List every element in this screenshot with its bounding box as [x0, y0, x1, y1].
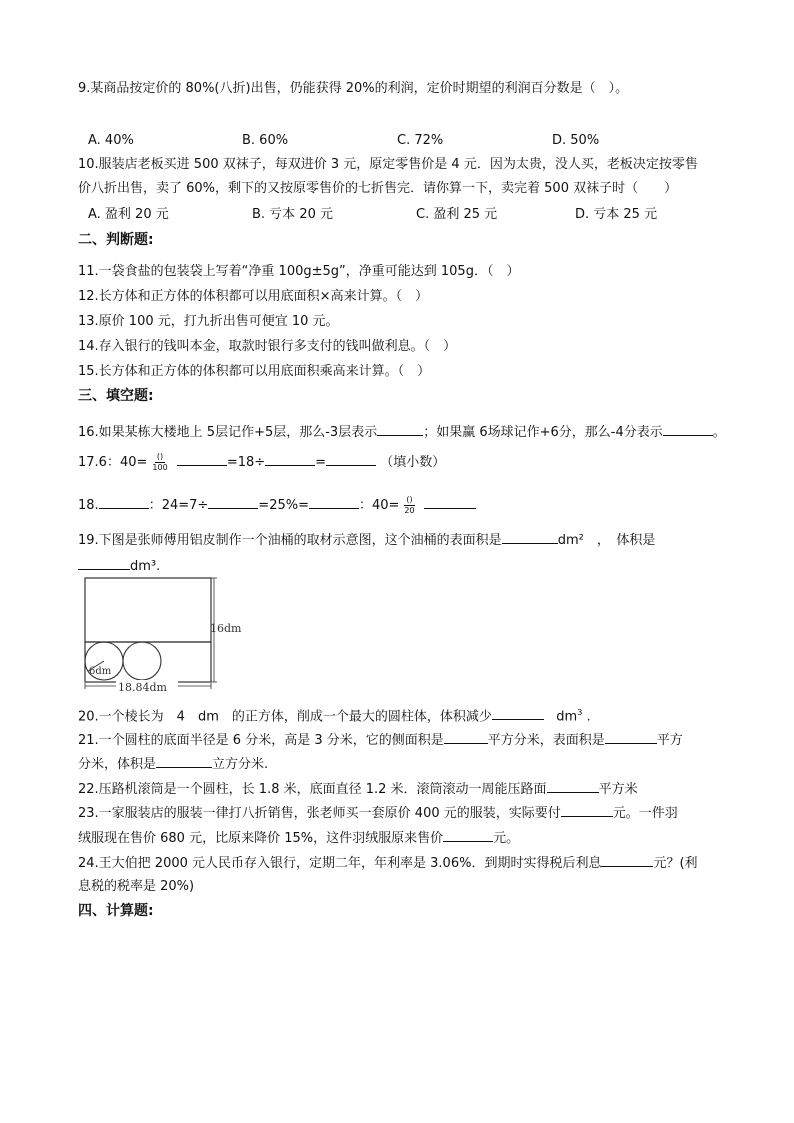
question-21-cont: 分米，体积是 立方分米.: [78, 754, 268, 774]
answer-blank[interactable]: [377, 422, 423, 436]
q9-option-d: D. 50%: [552, 133, 600, 148]
answer-blank[interactable]: [561, 803, 613, 817]
oil-drum-figure: [78, 574, 258, 696]
question-16: 16.如果某栋大楼地上 5层记作+5层，那么-3层表示 ；如果赢 6场球记作+6分，那么-4分表示 。: [78, 422, 726, 442]
q10-option-b: B. 亏本 20 元: [252, 207, 333, 222]
answer-blank[interactable]: [309, 495, 359, 509]
base-circle-right: [123, 642, 161, 680]
q9-option-a: A. 40%: [88, 133, 134, 148]
fraction: $\frac{()}{100}$: [152, 452, 168, 472]
answer-blank[interactable]: [156, 754, 212, 768]
answer-blank[interactable]: [99, 495, 149, 509]
answer-blank[interactable]: [424, 495, 476, 509]
question-20: 20.一个棱长为 4 dm 的正方体，削成一个最大的圆柱体，体积减少 $dm^3$ .: [78, 708, 591, 725]
answer-blank[interactable]: [208, 495, 258, 509]
answer-blank[interactable]: [502, 530, 558, 544]
answer-blank[interactable]: [444, 730, 488, 744]
answer-blank[interactable]: [443, 828, 493, 842]
question-18: 18. ：24=7÷ =25%= ：40= $\frac{()}{20}$: [78, 495, 476, 516]
answer-blank[interactable]: [78, 556, 130, 570]
question-17: 17.6：40= $\frac{()}{100}$ =18÷ = （填小数）: [78, 452, 446, 472]
answer-blank[interactable]: [177, 452, 227, 466]
width-label: 18.84dm: [118, 681, 167, 694]
q9-option-c: C. 72%: [397, 133, 444, 148]
question-23: 23.一家服装店的服装一律打八折销售，张老师买一套原价 400 元的服装，实际要付 元。一件羽: [78, 803, 678, 823]
q9-option-b: B. 60%: [242, 133, 289, 148]
question-24-cont: 息税的税率是 20%): [78, 879, 195, 894]
q10-option-c: C. 盈利 25 元: [416, 207, 498, 222]
question-10-line2: 价八折出售，卖了 60%，剩下的又按原零售价的七折售完．请你算一下，卖完着 500 双袜子时（ ）: [78, 181, 678, 196]
question-19-cont: dm³.: [78, 556, 160, 576]
answer-blank[interactable]: [663, 422, 713, 436]
question-10-line1: 10.服装店老板买进 500 双袜子，每双进价 3 元，原定零售价是 4 元．因为太贵，没人买，老板决定按零售: [78, 157, 698, 172]
question-12: 12.长方体和正方体的体积都可以用底面积×高来计算。（ ）: [78, 289, 429, 304]
answer-blank[interactable]: [492, 706, 544, 720]
q10-option-d: D. 亏本 25 元: [575, 207, 658, 222]
question-19: 19.下图是张师傅用铝皮制作一个油桶的取材示意图，这个油桶的表面积是 dm² ， 体积是: [78, 530, 655, 550]
radius-label: 6dm: [89, 666, 112, 677]
question-23-cont: 绒服现在售价 680 元，比原来降价 15%，这件羽绒服原来售价 元。: [78, 828, 519, 848]
answer-blank[interactable]: [547, 779, 599, 793]
section-calc-heading: 四、计算题:: [78, 903, 154, 919]
question-24: 24.王大伯把 2000 元人民币存入银行，定期二年，年利率是 3.06%．到期时实得税后利息 元？(利: [78, 853, 698, 873]
question-22: 22.压路机滚筒是一个圆柱，长 1.8 米，底面直径 1.2 米．滚筒滚动一周能压路面 平方米: [78, 779, 638, 799]
question-21: 21.一个圆柱的底面半径是 6 分米，高是 3 分米，它的侧面积是 平方分米，表面积是 平方: [78, 730, 683, 750]
question-13: 13.原价 100 元，打九折出售可便宜 10 元。: [78, 314, 339, 329]
q10-option-a: A. 盈利 20 元: [88, 207, 169, 222]
question-9: 9.某商品按定价的 80%(八折)出售，仍能获得 20%的利润，定价时期望的利润百分数是（ ）。: [78, 81, 629, 96]
answer-blank[interactable]: [326, 452, 376, 466]
question-11: 11.一袋食盐的包装袋上写着“净重 100g±5g”，净重可能达到 105g．（ ）: [78, 264, 520, 279]
height-label: 16dm: [210, 622, 242, 635]
fraction: $\frac{()}{20}$: [404, 495, 415, 515]
answer-blank[interactable]: [265, 452, 315, 466]
question-14: 14.存入银行的钱叫本金，取款时银行多支付的钱叫做利息。（ ）: [78, 339, 457, 354]
drum-body-rect: [85, 578, 211, 642]
question-15: 15.长方体和正方体的体积都可以用底面积乘高来计算。（ ）: [78, 364, 431, 379]
answer-blank[interactable]: [605, 730, 657, 744]
section-fill-heading: 三、填空题:: [78, 388, 154, 404]
section-judge-heading: 二、判断题:: [78, 232, 154, 248]
answer-blank[interactable]: [601, 853, 653, 867]
